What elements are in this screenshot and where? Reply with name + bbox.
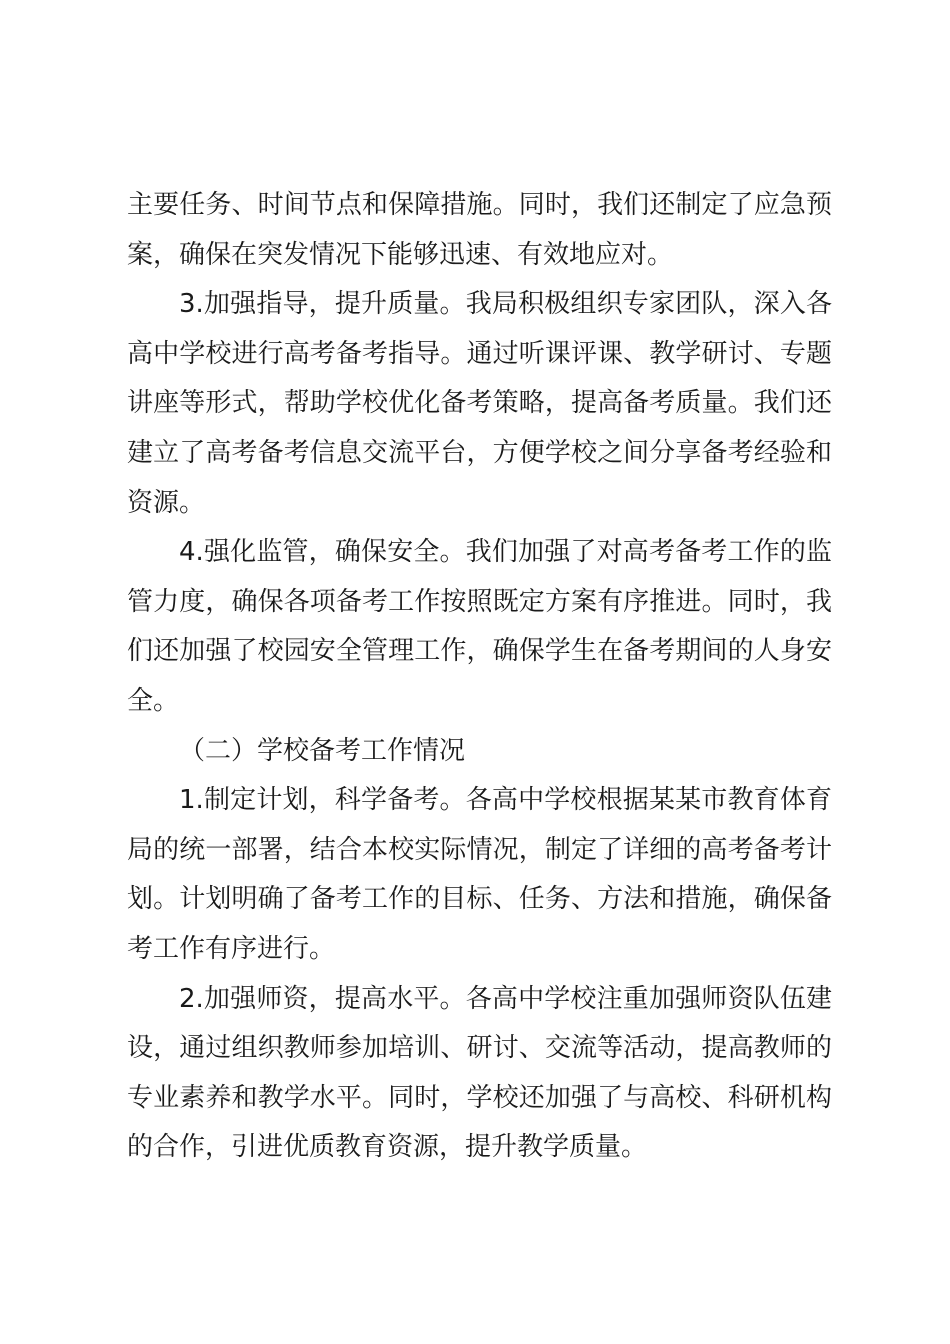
- text-line: 专业素养和教学水平。同时，学校还加强了与高校、科研机构: [127, 1082, 832, 1113]
- text-line: 4.强化监管，确保安全。我们加强了对高考备考工作的监: [179, 537, 832, 568]
- text-line: 主要任务、时间节点和保障措施。同时，我们还制定了应急预: [127, 190, 832, 220]
- section-heading: （二）学校备考工作情况: [179, 735, 466, 766]
- text-line: 高中学校进行高考备考指导。通过听课评课、教学研讨、专题: [127, 338, 832, 369]
- document-body: [127, 181, 832, 1173]
- text-line: 案，确保在突发情况下能够迅速、有效地应对。: [127, 239, 674, 270]
- text-line: 建立了高考备考信息交流平台，方便学校之间分享备考经验和: [127, 437, 832, 468]
- text-line: 讲座等形式，帮助学校优化备考策略，提高备考质量。我们还: [127, 388, 832, 419]
- text-line: 资源。: [127, 487, 206, 518]
- text-line: 1.制定计划，科学备考。各高中学校根据某某市教育体育: [179, 785, 832, 816]
- text-line: 局的统一部署，结合本校实际情况，制定了详细的高考备考计: [127, 834, 832, 865]
- text-line: 全。: [127, 685, 180, 716]
- text-line: 设，通过组织教师参加培训、研讨、交流等活动，提高教师的: [127, 1033, 832, 1064]
- text-line: 划。计划明确了备考工作的目标、任务、方法和措施，确保备: [127, 884, 832, 915]
- text-line: 2.加强师资，提高水平。各高中学校注重加强师资队伍建: [179, 983, 832, 1014]
- text-line: 考工作有序进行。: [127, 933, 336, 964]
- text-line: 管力度，确保各项备考工作按照既定方案有序推进。同时，我: [127, 586, 832, 617]
- text-line: 们还加强了校园安全管理工作，确保学生在备考期间的人身安: [127, 636, 832, 667]
- text-line: 3.加强指导，提升质量。我局积极组织专家团队，深入各: [179, 289, 832, 320]
- text-line: 的合作，引进优质教育资源，提升教学质量。: [127, 1132, 648, 1163]
